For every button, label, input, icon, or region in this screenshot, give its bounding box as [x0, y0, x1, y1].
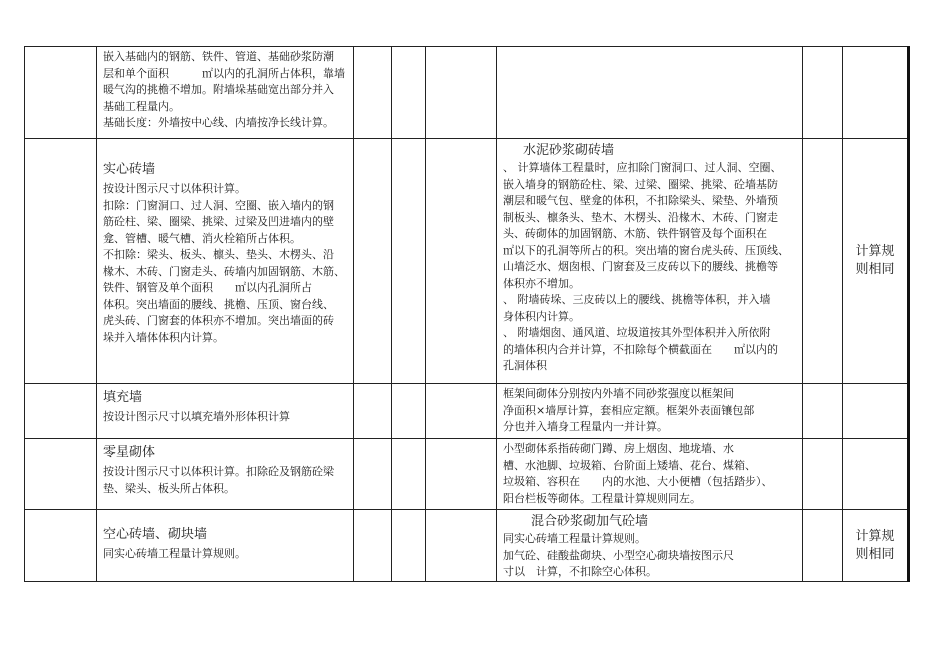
item-title: 混合砂浆砌加气砼墙	[531, 514, 649, 529]
note-cell	[843, 510, 909, 582]
rule-line: 按设计图示尺寸以体积计算。	[103, 182, 246, 195]
item-title: 水泥砂浆砌砖墙	[523, 143, 615, 158]
empty-cell	[392, 384, 426, 439]
rule-line: 基础工程量内。	[103, 99, 180, 113]
rule-line: 制板头、檩条头、垫木、木楞头、沿椽木、木砖、门窗走	[503, 210, 778, 224]
empty-cell	[354, 384, 392, 439]
rule-line: 虎头砖、门窗套的体积亦不增加。突出墙面的砖	[103, 314, 334, 327]
empty-cell	[354, 510, 392, 582]
rule-line: 龛、管槽、暖气槽、消火栓箱所占体积。	[103, 231, 301, 245]
empty-cell	[392, 47, 426, 139]
note-cell	[843, 139, 909, 384]
rule-line: 、 附墙砖垛、三皮砖以上的腰线、挑檐等体积，并入墙	[503, 293, 771, 306]
empty-cell	[803, 47, 843, 139]
rule-line: 同实心砖墙工程量计算规则。	[103, 547, 246, 560]
empty-cell	[803, 139, 843, 384]
item-title: 空心砖墙、砌块墙	[103, 527, 208, 542]
rule-line: ㎡以下的孔洞等所占的积。突出墙的窗台虎头砖、压顶线、	[503, 243, 789, 257]
rule-line: 头、砖砌体的加固钢筋、木筋、铁件钢管及每个面积在	[503, 227, 767, 240]
empty-cell	[392, 510, 426, 582]
rule-line: 嵌入墙身的钢筋砼柱、梁、过梁、圈梁、挑梁、砼墙基防	[503, 177, 778, 191]
rule-line: 的墙体积内合并计算，不扣除每个横截面在 ㎡以内的	[503, 342, 778, 356]
left-rule-cell	[97, 47, 354, 139]
rule-line: 阳台栏板等砌体。工程量计算规则同左。	[503, 491, 701, 505]
index-cell	[25, 439, 97, 510]
rule-line: 孔洞体积	[503, 359, 547, 372]
table-row	[25, 47, 909, 139]
empty-cell	[354, 439, 392, 510]
empty-cell	[392, 439, 426, 510]
note-cell	[843, 384, 909, 439]
item-title: 实心砖墙	[103, 162, 156, 177]
rule-line: 、 附墙烟囱、通风道、垃圾道按其外型体积并入所依附	[503, 326, 771, 339]
rule-line: 层和单个面积 ㎡以内的孔洞所占体积，靠墙	[103, 66, 345, 80]
rule-line: 身体积内计算。	[503, 309, 580, 323]
table-row	[25, 384, 909, 439]
rule-line: 寸以 计算，不扣除空心体积。	[503, 565, 657, 578]
rule-line: 不扣除：梁头、板头、檩头、垫头、木楞头、沿	[103, 248, 334, 261]
empty-cell	[392, 139, 426, 384]
rule-line: 垃圾箱、容积在 内的水池、大小便槽（包括踏步）、	[503, 475, 773, 488]
table-row	[25, 510, 909, 582]
rule-line: 扣除：门窗洞口、过人洞、空圈、嵌入墙内的钢	[103, 198, 334, 212]
rule-line: 槽、水池脚、垃圾箱、台阶面上矮墙、花台、煤箱、	[503, 458, 756, 472]
empty-cell	[426, 139, 497, 384]
rule-line: 垛并入墙体体积内计算。	[103, 330, 224, 344]
rule-line: 筋砼柱、梁、圈梁、挑梁、过梁及凹进墙内的壁	[103, 215, 334, 228]
rule-line: 、 计算墙体工程量时，应扣除门窗洞口、过人洞、空圈、	[503, 161, 782, 174]
index-cell	[25, 384, 97, 439]
table-row	[25, 439, 909, 510]
item-title: 填充墙	[103, 390, 143, 405]
left-rule-cell	[97, 139, 354, 384]
rule-line: 分也并入墙身工程量内一并计算。	[503, 420, 668, 433]
empty-cell	[354, 139, 392, 384]
empty-cell	[803, 510, 843, 582]
right-rule-cell	[497, 439, 803, 510]
rule-line: 潮层和暖气包、壁龛的体积，不扣除梁头、梁垫、外墙预	[503, 194, 778, 207]
index-cell	[25, 139, 97, 384]
rule-line: 体积。突出墙面的腰线、挑檐、压顶、窗台线、	[103, 297, 334, 311]
note-text: 计算规则相同	[855, 528, 895, 562]
rule-line: 椽木、木砖、门窗走头、砖墙内加固钢筋、木筋、	[103, 264, 345, 278]
index-cell	[25, 510, 97, 582]
rule-line: 垫、梁头、板头所占体积。	[103, 481, 235, 495]
empty-cell	[426, 47, 497, 139]
item-title: 零星砌体	[103, 445, 156, 460]
rule-line: 体积亦不增加。	[503, 276, 580, 290]
empty-cell	[426, 384, 497, 439]
note-cell	[843, 47, 909, 139]
empty-cell	[803, 384, 843, 439]
rule-line: 按设计图示尺寸以体积计算。扣除砼及钢筋砼梁	[103, 465, 334, 478]
rule-line: 净面积×墙厚计算，套相应定额。框架外表面镶包部	[503, 403, 755, 417]
right-rule-cell	[497, 384, 803, 439]
rule-line: 加气砼、硅酸盐砌块、小型空心砌块墙按图示尺	[503, 548, 734, 562]
rule-line: 同实心砖墙工程量计算规则。	[503, 532, 646, 545]
right-rule-cell	[497, 510, 803, 582]
table-row	[25, 139, 909, 384]
right-rule-cell	[497, 47, 803, 139]
left-rule-cell	[97, 439, 354, 510]
rule-line: 铁件、钢管及单个面积 ㎡以内孔洞所占	[103, 281, 312, 294]
empty-cell	[803, 439, 843, 510]
rule-line: 基础长度：外墙按中心线、内墙按净长线计算。	[103, 116, 334, 129]
rule-line: 嵌入基础内的钢筋、铁件、管道、基础砂浆防潮	[103, 50, 334, 63]
rule-line: 暖气沟的挑檐不增加。附墙垛基础宽出部分并入	[103, 83, 334, 96]
left-rule-cell	[97, 510, 354, 582]
rule-line: 山墙泛水、烟囱根、门窗套及三皮砖以下的腰线、挑檐等	[503, 260, 778, 273]
rule-line: 按设计图示尺寸以填充墙外形体积计算	[103, 410, 290, 423]
empty-cell	[426, 510, 497, 582]
empty-cell	[354, 47, 392, 139]
right-rule-cell	[497, 139, 803, 384]
left-rule-cell	[97, 384, 354, 439]
rule-line: 框架间砌体分别按内外墙不同砂浆强度以框架间	[503, 387, 734, 400]
comparison-table	[24, 46, 910, 582]
empty-cell	[426, 439, 497, 510]
index-cell	[25, 47, 97, 139]
note-cell	[843, 439, 909, 510]
rule-line: 小型砌体系指砖砌门蹲、房上烟囱、地垅墙、水	[503, 442, 734, 455]
note-text: 计算规则相同	[855, 244, 895, 277]
